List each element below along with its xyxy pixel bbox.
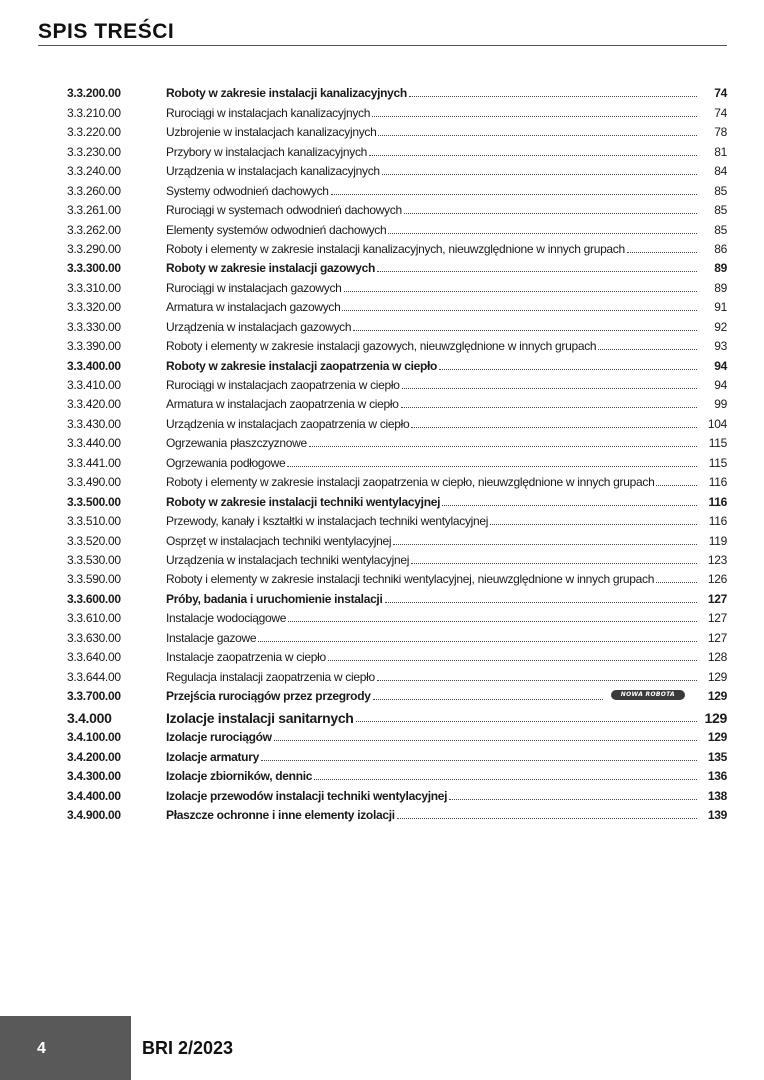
toc-page-number: 138	[707, 788, 727, 803]
toc-entry	[166, 417, 699, 431]
page-title: SPIS TREŚCI	[38, 20, 175, 43]
toc-title: Urządzenia w instalacjach zaopatrzenia w ciepło	[166, 416, 410, 431]
toc-title: Armatura w instalacjach zaopatrzenia w ciepło	[166, 397, 399, 412]
toc-row	[67, 314, 727, 333]
toc-row	[67, 353, 727, 372]
dot-leader	[598, 348, 697, 350]
toc-entry	[166, 769, 699, 783]
toc-row	[67, 178, 727, 197]
toc-entry	[166, 650, 699, 664]
toc-title: Ogrzewania podłogowe	[166, 455, 286, 470]
toc-title: Ogrzewania płaszczyznowe	[166, 436, 307, 451]
toc-entry	[166, 611, 699, 625]
toc-entry	[166, 320, 699, 334]
toc-entry	[166, 711, 699, 725]
dot-leader	[261, 759, 697, 761]
toc-row	[67, 664, 727, 683]
toc-page-number: 85	[714, 222, 727, 237]
toc-title: Roboty i elementy w zakresie instalacji gazowych, nieuwzględnione w innych grupach	[166, 339, 597, 354]
toc-row	[67, 725, 727, 744]
toc-code: 3.4.400.00	[67, 788, 121, 803]
toc-title: Systemy odwodnień dachowych	[166, 183, 329, 198]
toc-page-number: 116	[708, 494, 727, 509]
toc-title: Roboty w zakresie instalacji techniki wentylacyjnej	[166, 494, 441, 509]
toc-entry	[166, 534, 699, 548]
toc-code: 3.3.300.00	[67, 261, 121, 276]
toc-page-number: 127	[707, 630, 727, 645]
toc-entry	[166, 514, 699, 528]
dot-leader	[411, 426, 697, 428]
toc-entry	[166, 475, 699, 489]
toc-page-number: 129	[707, 669, 727, 684]
toc-page-number: 135	[707, 749, 727, 764]
toc-title: Instalacje gazowe	[166, 630, 257, 645]
toc-row	[67, 489, 727, 508]
toc-row	[67, 217, 727, 236]
toc-entry	[166, 689, 699, 703]
toc-row	[67, 509, 727, 528]
toc-entry	[166, 145, 699, 159]
toc-title: Rurociągi w instalacjach gazowych	[166, 280, 342, 295]
toc-entry	[166, 203, 699, 217]
toc-row	[67, 764, 727, 783]
footer-page-box	[0, 1016, 131, 1080]
toc-title: Armatura w instalacjach gazowych	[166, 300, 341, 315]
toc-code: 3.3.320.00	[67, 300, 121, 315]
toc-code: 3.4.300.00	[67, 769, 121, 784]
toc-code: 3.3.200.00	[67, 86, 121, 101]
toc-row	[67, 237, 727, 256]
dot-leader	[402, 387, 697, 389]
toc-entry	[166, 125, 699, 139]
toc-row	[67, 139, 727, 158]
dot-leader	[449, 798, 697, 800]
toc-page-number: 116	[708, 475, 727, 490]
toc-entry	[166, 378, 699, 392]
toc-row	[67, 586, 727, 605]
toc-code: 3.3.400.00	[67, 358, 121, 373]
toc-entry	[166, 397, 699, 411]
toc-code: 3.3.520.00	[67, 533, 121, 548]
toc-title: Urządzenia w instalacjach gazowych	[166, 319, 352, 334]
toc-title: Rurociągi w instalacjach zaopatrzenia w ciepło	[166, 378, 400, 392]
toc-entry	[166, 808, 699, 822]
toc-entry	[166, 730, 699, 744]
toc-code: 3.3.440.00	[67, 436, 121, 451]
toc-page-number: 94	[714, 378, 727, 392]
toc-title: Przybory w instalacjach kanalizacyjnych	[166, 144, 368, 159]
toc-page-number: 85	[714, 203, 727, 218]
toc-entry	[166, 750, 699, 764]
toc-page-number: 129	[704, 710, 727, 726]
toc-title: Osprzęt w instalacjach techniki wentylacyjnej	[166, 533, 392, 548]
toc-row	[67, 411, 727, 430]
toc-code: 3.3.220.00	[67, 125, 121, 140]
dot-leader	[331, 193, 697, 195]
toc-title: Elementy systemów odwodnień dachowych	[166, 222, 387, 237]
dot-leader	[258, 640, 697, 642]
toc-code: 3.3.590.00	[67, 572, 121, 587]
toc-entry	[166, 184, 699, 198]
toc-page-number: 89	[714, 280, 727, 295]
footer-page-number: 4	[37, 1040, 46, 1057]
dot-leader	[385, 601, 697, 603]
toc-title: Roboty i elementy w zakresie instalacji zaopatrzenia w ciepło, nieuwzględnione w innych grupach	[166, 475, 655, 490]
toc-page-number: 128	[707, 650, 727, 665]
toc-code: 3.3.510.00	[67, 514, 121, 529]
toc-row	[67, 100, 727, 119]
toc-title: Próby, badania i uruchomienie instalacji	[166, 591, 383, 606]
dot-leader	[287, 465, 697, 467]
toc-code: 3.3.610.00	[67, 611, 121, 626]
toc-row	[67, 198, 727, 217]
dot-leader	[377, 270, 697, 272]
toc-row	[67, 373, 727, 392]
toc-row	[67, 645, 727, 664]
dot-leader	[342, 309, 697, 311]
toc-title: Uzbrojenie w instalacjach kanalizacyjnych	[166, 125, 377, 140]
toc-entry	[166, 553, 699, 567]
new-work-badge: NOWA ROBOTA	[611, 690, 685, 700]
dot-leader	[404, 212, 697, 214]
toc-row	[67, 703, 727, 725]
dot-leader	[382, 173, 697, 175]
toc-title: Izolacje rurociągów	[166, 730, 272, 745]
toc-page-number: 81	[714, 144, 727, 159]
toc-entry	[166, 86, 699, 100]
toc-code: 3.3.240.00	[67, 164, 121, 179]
toc-page-number: 127	[707, 611, 727, 626]
dot-leader	[314, 778, 697, 780]
toc-title: Roboty i elementy w zakresie instalacji techniki wentylacyjnej, nieuwzględnione w innych grupach	[166, 572, 655, 587]
toc-title: Rurociągi w systemach odwodnień dachowych	[166, 203, 402, 218]
toc-page-number: 136	[707, 769, 727, 784]
toc-code: 3.4.000	[67, 710, 112, 726]
toc-code: 3.4.900.00	[67, 808, 121, 823]
toc-code: 3.3.530.00	[67, 552, 121, 567]
toc-title: Przejścia rurociągów przez przegrody	[166, 689, 371, 703]
toc-entry	[166, 789, 699, 803]
toc-entry	[166, 281, 699, 295]
toc-row	[67, 803, 727, 822]
toc-code: 3.4.100.00	[67, 730, 121, 745]
toc-row	[67, 744, 727, 763]
toc-page-number: 84	[714, 164, 727, 179]
toc-entry	[166, 359, 699, 373]
toc-title: Urządzenia w instalacjach kanalizacyjnych	[166, 164, 380, 179]
toc-code: 3.3.490.00	[67, 475, 121, 490]
toc-row	[67, 392, 727, 411]
toc-code: 3.3.640.00	[67, 650, 121, 665]
toc-entry	[166, 670, 699, 684]
toc-entry	[166, 572, 699, 586]
toc-entry	[166, 456, 699, 470]
dot-leader	[439, 368, 697, 370]
toc-title: Urządzenia w instalacjach techniki wentylacyjnej	[166, 552, 410, 567]
dot-leader	[393, 543, 697, 545]
toc-title: Płaszcze ochronne i inne elementy izolacji	[166, 808, 395, 823]
toc-entry	[166, 261, 699, 275]
toc-entry	[166, 300, 699, 314]
toc-code: 3.4.200.00	[67, 749, 121, 764]
toc-title: Roboty w zakresie instalacji gazowych	[166, 261, 375, 276]
toc-row	[67, 783, 727, 802]
toc-title: Roboty i elementy w zakresie instalacji kanalizacyjnych, nieuwzględnione w innych grupach	[166, 241, 625, 256]
toc-code: 3.3.330.00	[67, 319, 121, 334]
dot-leader	[627, 251, 697, 253]
toc-page-number: 104	[707, 416, 727, 431]
dot-leader	[397, 817, 697, 819]
toc-page-number: 94	[714, 358, 727, 373]
toc-page-number: 119	[708, 533, 727, 548]
dot-leader	[328, 659, 697, 661]
toc-page-number: 92	[714, 319, 727, 334]
toc-code: 3.3.500.00	[67, 494, 121, 509]
dot-leader	[372, 115, 697, 117]
dot-leader	[411, 562, 697, 564]
toc-entry	[166, 631, 699, 645]
dot-leader	[288, 620, 697, 622]
toc-entry	[166, 242, 699, 256]
toc-code: 3.3.600.00	[67, 591, 121, 606]
toc-entry	[166, 223, 699, 237]
toc-row	[67, 334, 727, 353]
toc-row	[67, 684, 727, 703]
toc-page-number: 127	[707, 591, 727, 606]
toc-title: Rurociągi w instalacjach kanalizacyjnych	[166, 105, 371, 120]
toc-code: 3.3.310.00	[67, 280, 121, 295]
dot-leader	[309, 445, 697, 447]
toc-page-number: 129	[707, 730, 727, 745]
toc-page-number: 93	[714, 339, 727, 354]
dot-leader	[356, 720, 697, 722]
toc-code: 3.3.441.00	[67, 455, 121, 470]
dot-leader	[344, 290, 697, 292]
toc-code: 3.3.700.00	[67, 689, 121, 703]
toc-title: Izolacje instalacji sanitarnych	[166, 710, 354, 726]
toc-entry	[166, 106, 699, 120]
toc-page-number: 78	[714, 125, 727, 140]
dot-leader	[409, 95, 697, 97]
toc-row	[67, 256, 727, 275]
toc-code: 3.3.390.00	[67, 339, 121, 354]
toc-code: 3.3.420.00	[67, 397, 121, 412]
toc-page-number: 116	[708, 514, 727, 529]
toc-title: Przewody, kanały i kształtki w instalacjach techniki wentylacyjnej	[166, 514, 489, 529]
toc-entry	[166, 495, 699, 509]
toc-page-number: 91	[714, 300, 727, 315]
toc-row	[67, 470, 727, 489]
toc-code: 3.3.630.00	[67, 630, 121, 645]
toc-row	[67, 120, 727, 139]
footer-issue-label: BRI 2/2023	[142, 1038, 234, 1058]
toc-code: 3.3.210.00	[67, 105, 121, 120]
toc-code: 3.3.430.00	[67, 416, 121, 431]
toc-row	[67, 625, 727, 644]
toc-page-number: 74	[714, 105, 727, 120]
toc-entry	[166, 592, 699, 606]
toc-row	[67, 159, 727, 178]
dot-leader	[377, 679, 697, 681]
toc-row	[67, 295, 727, 314]
toc-code: 3.3.644.00	[67, 669, 121, 684]
toc-row	[67, 431, 727, 450]
toc-row	[67, 450, 727, 469]
toc-title: Roboty w zakresie instalacji kanalizacyjnych	[166, 86, 407, 101]
toc-title: Izolacje przewodów instalacji techniki wentylacyjnej	[166, 788, 448, 803]
table-of-contents	[67, 81, 727, 822]
dot-leader	[373, 698, 603, 700]
toc-code: 3.3.260.00	[67, 183, 121, 198]
dot-leader	[656, 581, 697, 583]
toc-page-number: 126	[707, 572, 727, 587]
toc-page-number: 86	[714, 241, 727, 256]
toc-title: Regulacja instalacji zaopatrzenia w ciepło	[166, 669, 375, 684]
toc-page-number: 85	[714, 183, 727, 198]
toc-entry	[166, 339, 699, 353]
dot-leader	[369, 154, 697, 156]
toc-page-number: 115	[708, 455, 727, 470]
toc-page-number: 74	[714, 86, 727, 101]
toc-code: 3.3.262.00	[67, 222, 121, 237]
toc-code: 3.3.410.00	[67, 378, 121, 392]
dot-leader	[490, 523, 697, 525]
toc-code: 3.3.230.00	[67, 144, 121, 159]
toc-page-number: 99	[714, 397, 727, 412]
toc-title: Izolacje armatury	[166, 749, 259, 764]
toc-page-number: 115	[708, 436, 727, 451]
toc-title: Instalacje wodociągowe	[166, 611, 287, 626]
toc-page-number: 123	[707, 552, 727, 567]
toc-row	[67, 81, 727, 100]
toc-title: Instalacje zaopatrzenia w ciepło	[166, 650, 326, 665]
dot-leader	[388, 232, 697, 234]
toc-page-number: 89	[714, 261, 727, 276]
toc-row	[67, 567, 727, 586]
dot-leader	[442, 504, 697, 506]
toc-row	[67, 275, 727, 294]
toc-entry	[166, 164, 699, 178]
toc-title: Roboty w zakresie instalacji zaopatrzenia w ciepło	[166, 358, 438, 373]
toc-page-number: 129	[707, 689, 727, 703]
dot-leader	[274, 739, 697, 741]
dot-leader	[353, 329, 697, 331]
toc-code: 3.3.290.00	[67, 241, 121, 256]
toc-row	[67, 548, 727, 567]
toc-row	[67, 606, 727, 625]
toc-entry	[166, 436, 699, 450]
toc-title: Izolacje zbiorników, dennic	[166, 769, 313, 784]
dot-leader	[378, 134, 697, 136]
title-divider	[38, 45, 727, 46]
toc-row	[67, 528, 727, 547]
dot-leader	[401, 406, 697, 408]
dot-leader	[656, 484, 697, 486]
toc-page-number: 139	[707, 808, 727, 823]
toc-code: 3.3.261.00	[67, 203, 121, 218]
